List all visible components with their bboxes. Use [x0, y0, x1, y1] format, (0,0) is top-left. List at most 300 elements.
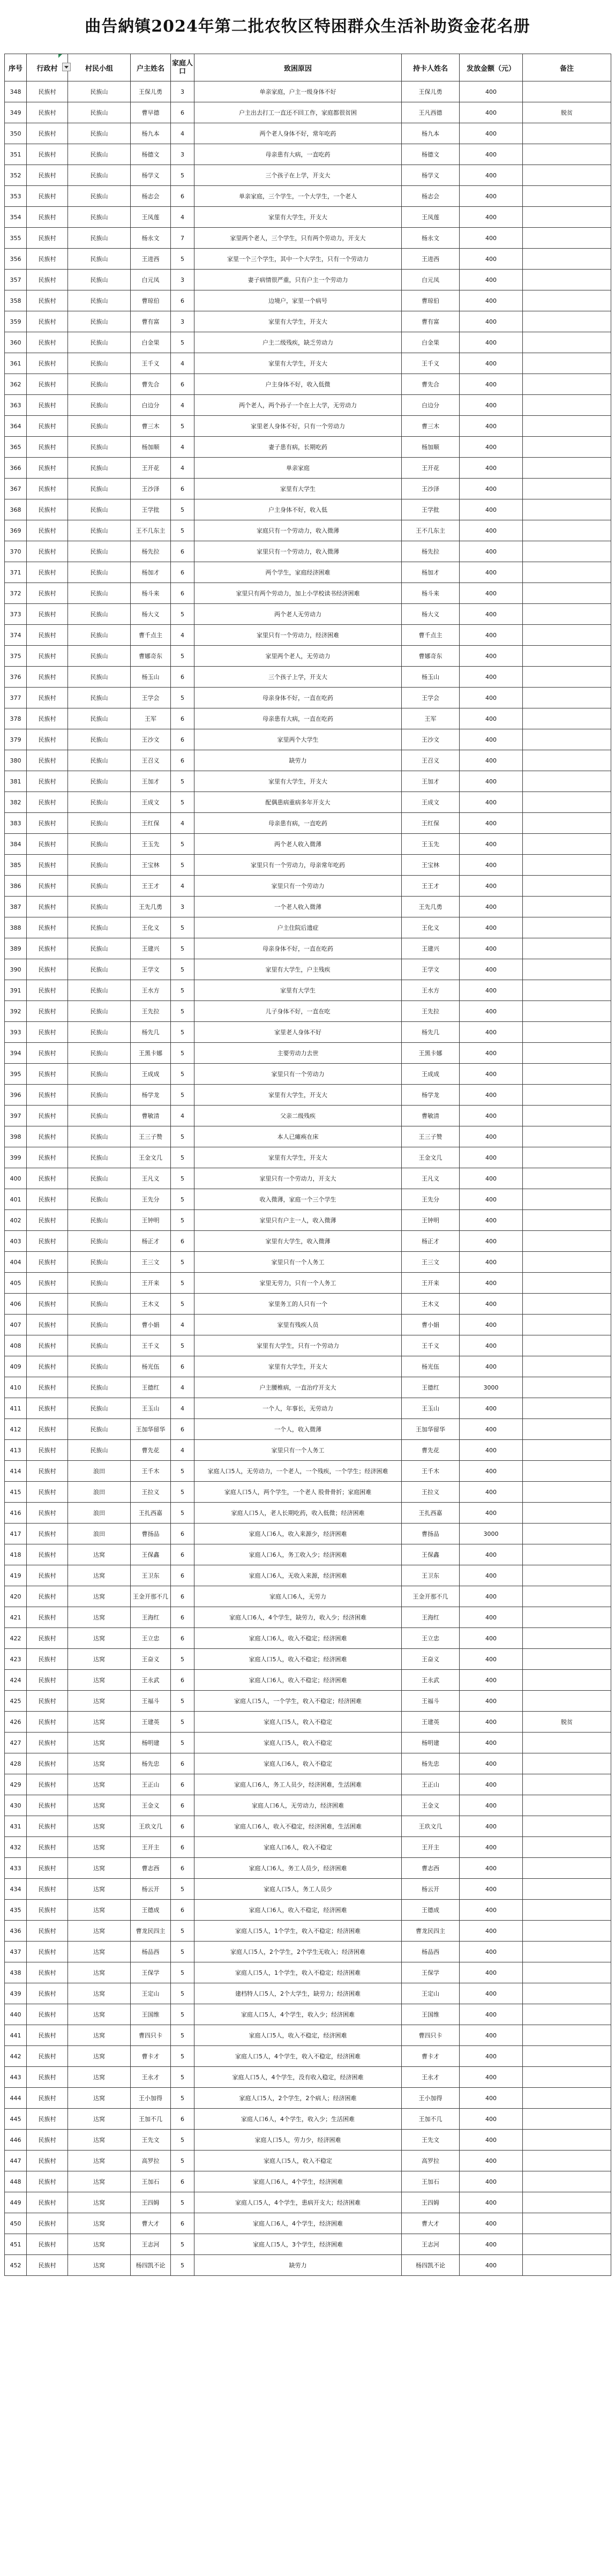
cell-reason: 主要劳动力去世 — [194, 1043, 402, 1064]
cell-cardholder: 白金果 — [402, 332, 460, 353]
cell-village: 民族村 — [27, 562, 68, 583]
table-row — [5, 520, 611, 541]
cell-reason: 家庭人口5人，两个学生，一个老人 股骨骨折；家庭困难 — [194, 1482, 402, 1503]
cell-remark — [523, 2004, 611, 2025]
cell-amount: 400 — [460, 270, 523, 290]
cell-cardholder: 杨品西 — [402, 1942, 460, 1962]
cell-village: 民族村 — [27, 416, 68, 437]
cell-cardholder: 王先分 — [402, 1189, 460, 1210]
cell-group: 民族山 — [68, 311, 131, 332]
cell-village: 民族村 — [27, 1001, 68, 1022]
cell-cardholder: 王钟明 — [402, 1210, 460, 1231]
cell-seq: 409 — [5, 1356, 27, 1377]
cell-village: 民族村 — [27, 2213, 68, 2234]
cell-cardholder: 王扎西嘉 — [402, 1503, 460, 1524]
cell-remark — [523, 625, 611, 646]
cell-family-size: 5 — [171, 1064, 194, 1085]
cell-householder: 杨明建 — [131, 1733, 171, 1753]
cell-family-size: 5 — [171, 499, 194, 520]
cell-reason: 建档特人口5人，2个大学生，缺劳力；经济困难 — [194, 1983, 402, 2004]
cell-family-size: 6 — [171, 1586, 194, 1607]
cell-village: 民族村 — [27, 1022, 68, 1043]
cell-reason: 一个人，收入微薄 — [194, 1419, 402, 1440]
cell-village: 民族村 — [27, 1419, 68, 1440]
cell-householder: 王扎西嘉 — [131, 1503, 171, 1524]
filter-dropdown-icon[interactable] — [62, 63, 71, 71]
cell-cardholder: 王千义 — [402, 1335, 460, 1356]
cell-householder: 王黑卡娜 — [131, 1043, 171, 1064]
cell-village: 民族村 — [27, 2234, 68, 2255]
table-row — [5, 1335, 611, 1356]
cell-householder: 曹早德 — [131, 102, 171, 123]
cell-family-size: 6 — [171, 1795, 194, 1816]
cell-group: 民族山 — [68, 1377, 131, 1398]
cell-family-size: 6 — [171, 2109, 194, 2130]
cell-group: 民族山 — [68, 583, 131, 604]
cell-group: 民族山 — [68, 646, 131, 667]
cell-amount: 400 — [460, 102, 523, 123]
cell-reason: 家庭人口5人，4个学生，收入不稳定，经济困难 — [194, 2046, 402, 2067]
cell-group: 达窝 — [68, 1753, 131, 1774]
cell-family-size: 5 — [171, 1335, 194, 1356]
cell-remark — [523, 1983, 611, 2004]
cell-reason: 两个老人收入微薄 — [194, 834, 402, 855]
cell-remark — [523, 458, 611, 479]
cell-householder: 王玖文几 — [131, 1816, 171, 1837]
cell-family-size: 6 — [171, 541, 194, 562]
cell-remark — [523, 1795, 611, 1816]
cell-reason: 家里有大学生 — [194, 479, 402, 499]
cell-family-size: 5 — [171, 1273, 194, 1294]
table-row — [5, 1753, 611, 1774]
cell-family-size: 5 — [171, 1001, 194, 1022]
cell-reason: 家里有大学生，开支大 — [194, 1356, 402, 1377]
cell-remark — [523, 1440, 611, 1461]
cell-group: 民族山 — [68, 667, 131, 688]
cell-cardholder: 曹卡才 — [402, 2046, 460, 2067]
cell-amount: 400 — [460, 667, 523, 688]
cell-group: 达窝 — [68, 1670, 131, 1691]
cell-reason: 家庭人口6人，收入不稳定，经济困难，生活困难 — [194, 1816, 402, 1837]
cell-reason: 家庭人口5人，收入不稳定 — [194, 2151, 402, 2171]
table-row — [5, 2088, 611, 2109]
cell-amount: 400 — [460, 249, 523, 270]
cell-reason: 家庭人口5人，4个学生，收入少；经济困难 — [194, 2004, 402, 2025]
cell-group: 民族山 — [68, 1147, 131, 1168]
cell-householder: 王金义 — [131, 1795, 171, 1816]
cell-remark — [523, 667, 611, 688]
cell-seq: 442 — [5, 2046, 27, 2067]
table-row — [5, 1377, 611, 1398]
cell-remark — [523, 2255, 611, 2276]
cell-householder: 王保鑫 — [131, 1544, 171, 1565]
cell-householder: 杨德文 — [131, 144, 171, 165]
cell-family-size: 3 — [171, 897, 194, 917]
cell-reason: 儿子身体不好，一直在吃 — [194, 1001, 402, 1022]
cell-amount: 400 — [460, 1001, 523, 1022]
cell-seq: 354 — [5, 207, 27, 228]
cell-group: 民族山 — [68, 353, 131, 374]
table-row — [5, 1106, 611, 1126]
cell-householder: 王永武 — [131, 1670, 171, 1691]
cell-householder: 王国维 — [131, 2004, 171, 2025]
cell-cardholder: 王国维 — [402, 2004, 460, 2025]
cell-family-size: 6 — [171, 1837, 194, 1858]
cell-amount: 400 — [460, 332, 523, 353]
cell-reason: 父亲二级残疾 — [194, 1106, 402, 1126]
cell-householder: 王奋义 — [131, 1649, 171, 1670]
cell-cardholder: 王立忠 — [402, 1628, 460, 1649]
cell-group: 民族山 — [68, 270, 131, 290]
table-row — [5, 1691, 611, 1712]
cell-reason: 家里只有户主一人，收入微薄 — [194, 1210, 402, 1231]
cell-householder: 杨加才 — [131, 562, 171, 583]
cell-cardholder: 王加才 — [402, 771, 460, 792]
cell-seq: 411 — [5, 1398, 27, 1419]
cell-village: 民族村 — [27, 395, 68, 416]
cell-seq: 392 — [5, 1001, 27, 1022]
cell-amount: 400 — [460, 625, 523, 646]
cell-group: 达窝 — [68, 1858, 131, 1879]
cell-group: 民族山 — [68, 562, 131, 583]
cell-amount: 400 — [460, 897, 523, 917]
cell-reason: 家庭人口6人，收入不稳定；经济困难 — [194, 1628, 402, 1649]
cell-seq: 374 — [5, 625, 27, 646]
cell-amount: 400 — [460, 479, 523, 499]
cell-amount: 400 — [460, 1043, 523, 1064]
cell-reason: 家里务工的人只有一个 — [194, 1294, 402, 1315]
cell-householder: 高罗拉 — [131, 2151, 171, 2171]
cell-seq: 443 — [5, 2067, 27, 2088]
cell-village: 民族村 — [27, 1670, 68, 1691]
cell-group: 达窝 — [68, 2171, 131, 2192]
cell-cardholder: 杨学龙 — [402, 1085, 460, 1106]
cell-cardholder: 王学批 — [402, 499, 460, 520]
cell-cardholder: 王建英 — [402, 1712, 460, 1733]
cell-reason: 家庭人口5人，老人长期吃药，收入低微；经济困难 — [194, 1503, 402, 1524]
cell-cardholder: 杨先拉 — [402, 541, 460, 562]
cell-cardholder: 杨大义 — [402, 604, 460, 625]
cell-village: 民族村 — [27, 1753, 68, 1774]
table-row — [5, 1900, 611, 1921]
cell-cardholder: 杨明建 — [402, 1733, 460, 1753]
cell-remark — [523, 938, 611, 959]
cell-reason: 家庭人口6人，4个学生，经济困难 — [194, 2213, 402, 2234]
header-cell: 行政村 — [27, 54, 68, 81]
table-row — [5, 2130, 611, 2151]
cell-amount: 400 — [460, 688, 523, 708]
cell-reason: 家庭人口6人，收入来源少，经济困难 — [194, 1524, 402, 1544]
table-row — [5, 938, 611, 959]
cell-group: 民族山 — [68, 876, 131, 897]
cell-group: 达窝 — [68, 1879, 131, 1900]
cell-cardholder: 曹娜奇东 — [402, 646, 460, 667]
cell-householder: 王建兴 — [131, 938, 171, 959]
table-row — [5, 1503, 611, 1524]
table-row — [5, 562, 611, 583]
cell-seq: 451 — [5, 2234, 27, 2255]
table-row — [5, 855, 611, 876]
cell-amount: 400 — [460, 1064, 523, 1085]
cell-reason: 家庭人口6人，收入不稳定；经济困难 — [194, 1670, 402, 1691]
cell-householder: 王不几东主 — [131, 520, 171, 541]
cell-remark — [523, 1106, 611, 1126]
cell-cardholder: 曹先花 — [402, 1440, 460, 1461]
cell-seq: 404 — [5, 1252, 27, 1273]
cell-reason: 收入微薄，家庭一个三个学生 — [194, 1189, 402, 1210]
cell-remark — [523, 1315, 611, 1335]
cell-householder: 王水方 — [131, 980, 171, 1001]
cell-remark — [523, 1670, 611, 1691]
table-row — [5, 374, 611, 395]
cell-householder: 王千义 — [131, 353, 171, 374]
cell-village: 民族村 — [27, 980, 68, 1001]
cell-reason: 家里有大学生 — [194, 980, 402, 1001]
cell-family-size: 4 — [171, 207, 194, 228]
cell-cardholder: 曹龙民四主 — [402, 1921, 460, 1942]
cell-remark — [523, 855, 611, 876]
cell-group: 民族山 — [68, 499, 131, 520]
cell-group: 达窝 — [68, 2004, 131, 2025]
table-row — [5, 311, 611, 332]
cell-householder: 王沙文 — [131, 729, 171, 750]
cell-village: 民族村 — [27, 1168, 68, 1189]
cell-amount: 400 — [460, 855, 523, 876]
cell-seq: 383 — [5, 813, 27, 834]
cell-village: 民族村 — [27, 1816, 68, 1837]
cell-reason: 家里有大学生，开支大 — [194, 1147, 402, 1168]
cell-village: 民族村 — [27, 1398, 68, 1419]
cell-amount: 400 — [460, 1649, 523, 1670]
cell-amount: 400 — [460, 1628, 523, 1649]
cell-amount: 400 — [460, 1858, 523, 1879]
cell-cardholder: 王开主 — [402, 1837, 460, 1858]
cell-remark — [523, 353, 611, 374]
cell-family-size: 6 — [171, 2171, 194, 2192]
cell-group: 达窝 — [68, 1962, 131, 1983]
cell-remark — [523, 311, 611, 332]
table-row — [5, 2151, 611, 2171]
cell-family-size: 4 — [171, 876, 194, 897]
cell-group: 民族山 — [68, 897, 131, 917]
cell-group: 民族山 — [68, 1252, 131, 1273]
cell-seq: 432 — [5, 1837, 27, 1858]
cell-family-size: 6 — [171, 1816, 194, 1837]
cell-village: 民族村 — [27, 374, 68, 395]
cell-family-size: 5 — [171, 1085, 194, 1106]
cell-seq: 430 — [5, 1795, 27, 1816]
table-row — [5, 2192, 611, 2213]
cell-householder: 王定山 — [131, 1983, 171, 2004]
cell-family-size: 4 — [171, 458, 194, 479]
cell-village: 民族村 — [27, 1649, 68, 1670]
cell-remark — [523, 479, 611, 499]
cell-reason: 家里有大学生，开支大 — [194, 311, 402, 332]
cell-remark — [523, 1879, 611, 1900]
cell-reason: 三个孩子在上学，开支大 — [194, 165, 402, 186]
cell-reason: 家里只有一个劳动力 — [194, 876, 402, 897]
cell-comment-marker-icon — [58, 54, 62, 58]
cell-family-size: 6 — [171, 1356, 194, 1377]
cell-reason: 家里两个老人，无劳动力 — [194, 646, 402, 667]
cell-remark — [523, 1774, 611, 1795]
cell-reason: 家里两个大学生 — [194, 729, 402, 750]
table-row — [5, 332, 611, 353]
table-row — [5, 1837, 611, 1858]
cell-seq: 364 — [5, 416, 27, 437]
cell-group: 民族山 — [68, 708, 131, 729]
cell-seq: 408 — [5, 1335, 27, 1356]
cell-village: 民族村 — [27, 1962, 68, 1983]
cell-amount: 400 — [460, 729, 523, 750]
table-row — [5, 207, 611, 228]
cell-reason: 家里两个老人，三个学生，只有两个劳动力，开支大 — [194, 228, 402, 249]
cell-seq: 449 — [5, 2192, 27, 2213]
cell-seq: 410 — [5, 1377, 27, 1398]
cell-group: 民族山 — [68, 144, 131, 165]
cell-seq: 437 — [5, 1942, 27, 1962]
cell-reason: 家庭人口6人，收入不稳定 — [194, 1837, 402, 1858]
table-row — [5, 353, 611, 374]
cell-reason: 家庭人口5人，4个学生，没有收入稳定，经济困难 — [194, 2067, 402, 2088]
cell-village: 民族村 — [27, 604, 68, 625]
cell-reason: 家庭人口5人，无劳动力，一个老人，一个残疾，一个学生；经济困难 — [194, 1461, 402, 1482]
cell-family-size: 6 — [171, 1607, 194, 1628]
cell-cardholder: 王三子赞 — [402, 1126, 460, 1147]
cell-cardholder: 杨志会 — [402, 186, 460, 207]
table-row — [5, 834, 611, 855]
cell-householder: 白金果 — [131, 332, 171, 353]
header-cell: 序号 — [5, 54, 27, 81]
table-row — [5, 1670, 611, 1691]
cell-village: 民族村 — [27, 1691, 68, 1712]
cell-reason: 家庭人口6人，无劳力 — [194, 1586, 402, 1607]
cell-village: 民族村 — [27, 2025, 68, 2046]
cell-family-size: 6 — [171, 1670, 194, 1691]
cell-group: 民族山 — [68, 1085, 131, 1106]
cell-reason: 妻子患有病，长期吃药 — [194, 437, 402, 458]
cell-seq: 379 — [5, 729, 27, 750]
cell-cardholder: 王军 — [402, 708, 460, 729]
cell-reason: 户主身体不好，收入低微 — [194, 374, 402, 395]
cell-householder: 王开来 — [131, 1273, 171, 1294]
cell-reason: 家庭人口6人，4个学生，收入少；生活困难 — [194, 2109, 402, 2130]
cell-reason: 家庭人口5人，劳力少，经济困难 — [194, 2130, 402, 2151]
cell-cardholder: 杨加才 — [402, 562, 460, 583]
table-row — [5, 270, 611, 290]
table-row — [5, 1252, 611, 1273]
cell-amount: 400 — [460, 1503, 523, 1524]
cell-village: 民族村 — [27, 2088, 68, 2109]
cell-village: 民族村 — [27, 499, 68, 520]
cell-cardholder: 王成成 — [402, 1064, 460, 1085]
cell-reason: 家里有大学生，开支大 — [194, 1085, 402, 1106]
cell-amount: 400 — [460, 792, 523, 813]
cell-reason: 家里有大学生，只有一个劳动力 — [194, 1335, 402, 1356]
table-row — [5, 583, 611, 604]
cell-remark — [523, 1356, 611, 1377]
header-cell: 备注 — [523, 54, 611, 81]
cell-remark — [523, 1001, 611, 1022]
cell-village: 民族村 — [27, 1858, 68, 1879]
cell-remark — [523, 1461, 611, 1482]
cell-village: 民族村 — [27, 2255, 68, 2276]
cell-group: 达窝 — [68, 1607, 131, 1628]
cell-reason: 两个老人身体不好，常年吃药 — [194, 123, 402, 144]
header-cell: 持卡人姓名 — [402, 54, 460, 81]
document-title: 曲告納镇2024年第二批农牧区特困群众生活补助资金花名册 — [85, 17, 530, 36]
cell-householder: 王凡义 — [131, 1168, 171, 1189]
cell-group: 达窝 — [68, 1816, 131, 1837]
cell-remark — [523, 2046, 611, 2067]
cell-family-size: 5 — [171, 2151, 194, 2171]
table-row — [5, 437, 611, 458]
cell-remark — [523, 1398, 611, 1419]
cell-cardholder: 曹三木 — [402, 416, 460, 437]
cell-amount: 400 — [460, 938, 523, 959]
cell-village: 民族村 — [27, 102, 68, 123]
cell-remark — [523, 186, 611, 207]
header-cell: 致困原因 — [194, 54, 402, 81]
cell-cardholder: 王建兴 — [402, 938, 460, 959]
table-row — [5, 959, 611, 980]
cell-cardholder: 王千木 — [402, 1461, 460, 1482]
cell-amount: 400 — [460, 2130, 523, 2151]
cell-seq: 400 — [5, 1168, 27, 1189]
cell-amount: 400 — [460, 876, 523, 897]
cell-family-size: 5 — [171, 1482, 194, 1503]
cell-seq: 401 — [5, 1189, 27, 1210]
cell-family-size: 5 — [171, 1503, 194, 1524]
cell-seq: 394 — [5, 1043, 27, 1064]
cell-family-size: 5 — [171, 2067, 194, 2088]
cell-remark — [523, 1503, 611, 1524]
cell-seq: 353 — [5, 186, 27, 207]
cell-reason: 家庭人口6人，收入不稳定，经济困难 — [194, 1900, 402, 1921]
cell-remark — [523, 332, 611, 353]
cell-householder: 王金开那不几 — [131, 1586, 171, 1607]
cell-cardholder: 王金义 — [402, 1795, 460, 1816]
cell-seq: 422 — [5, 1628, 27, 1649]
cell-group: 民族山 — [68, 249, 131, 270]
cell-householder: 王正山 — [131, 1774, 171, 1795]
cell-seq: 388 — [5, 917, 27, 938]
cell-remark — [523, 729, 611, 750]
cell-family-size: 5 — [171, 1210, 194, 1231]
cell-group: 达窝 — [68, 1586, 131, 1607]
cell-cardholder: 王德红 — [402, 1377, 460, 1398]
cell-seq: 426 — [5, 1712, 27, 1733]
cell-seq: 372 — [5, 583, 27, 604]
cell-group: 民族山 — [68, 729, 131, 750]
table-row — [5, 1524, 611, 1544]
cell-cardholder: 王红保 — [402, 813, 460, 834]
cell-family-size: 3 — [171, 81, 194, 102]
cell-village: 民族村 — [27, 1315, 68, 1335]
cell-family-size: 6 — [171, 290, 194, 311]
cell-family-size: 5 — [171, 165, 194, 186]
cell-amount: 400 — [460, 708, 523, 729]
cell-family-size: 6 — [171, 1231, 194, 1252]
cell-remark — [523, 792, 611, 813]
cell-cardholder: 曹四只卡 — [402, 2025, 460, 2046]
cell-remark — [523, 290, 611, 311]
cell-householder: 王加石 — [131, 2171, 171, 2192]
cell-amount: 400 — [460, 1106, 523, 1126]
cell-remark — [523, 2130, 611, 2151]
cell-group: 达窝 — [68, 2151, 131, 2171]
cell-seq: 406 — [5, 1294, 27, 1315]
